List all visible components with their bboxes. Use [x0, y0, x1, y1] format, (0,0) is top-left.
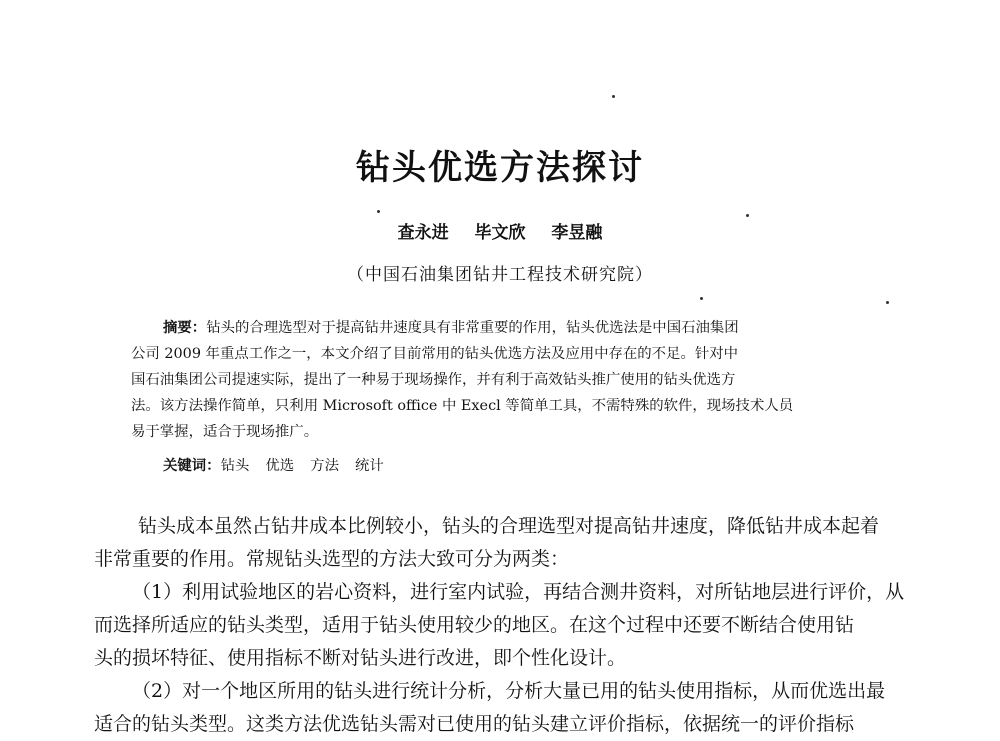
scan-speck [377, 210, 380, 213]
body-line: 钻头成本虽然占钻井成本比例较小，钻头的合理选型对提高钻井速度，降低钻井成本起着 [138, 515, 880, 537]
body-line: 头的损坏特征、使用指标不断对钻头进行改进，即个性化设计。 [94, 647, 627, 669]
body-line: 而选择所适应的钻头类型，适用于钻头使用较少的地区。在这个过程中还要不断结合使用钻 [94, 614, 855, 636]
keyword: 方法 [310, 458, 339, 474]
body-text [94, 510, 924, 741]
abstract-line: 国石油集团公司提速实际，提出了一种易于现场操作，并有利于高效钻头推广使用的钻头优选方 [131, 372, 736, 388]
author-name: 李昱融 [551, 223, 603, 243]
body-line: 非常重要的作用。常规钻头选型的方法大致可分为两类： [94, 548, 570, 570]
author-list [0, 218, 1000, 243]
abstract-label: 摘要： [163, 319, 207, 336]
abstract-line: 法。该方法操作简单，只利用 Microsoft office 中 Execl 等简单工具，不需特殊的软件，现场技术人员 [131, 398, 794, 414]
scan-speck [700, 297, 703, 300]
abstract-text: 钻头的合理选型对于提高钻井速度具有非常重要的作用，钻头优选法是中国石油集团 [206, 320, 739, 336]
author-affiliation: （中国石油集团钻井工程技术研究院） [347, 265, 653, 285]
keywords-block [163, 454, 400, 475]
body-line: （2）对一个地区所用的钻头进行统计分析，分析大量已用的钻头使用指标，从而优选出最 [132, 680, 886, 702]
body-line: （1）利用试验地区的岩心资料，进行室内试验，再结合测井资料，对所钻地层进行评价，从 [132, 581, 905, 603]
abstract-line: 易于掌握，适合于现场推广。 [131, 424, 319, 440]
keywords-label: 关键词： [163, 457, 221, 474]
paper-title: 钻头优选方法探讨 [356, 148, 644, 188]
scan-speck [746, 214, 749, 217]
keyword: 钻头 [220, 458, 250, 474]
abstract-line [131, 315, 866, 341]
scan-speck [886, 301, 889, 304]
author-name: 毕文欣 [474, 223, 526, 243]
abstract-line: 公司 2009 年重点工作之一，本文介绍了目前常用的钻头优选方法及应用中存在的不足。针对中 [131, 346, 739, 362]
scan-speck [612, 95, 615, 98]
body-line: 适合的钻头类型。这类方法优选钻头需对已使用的钻头建立评价指标，依据统一的评价指标 [94, 713, 855, 735]
author-name: 查永进 [397, 223, 449, 243]
keyword: 统计 [354, 458, 384, 474]
abstract-block [131, 315, 866, 445]
keyword: 优选 [265, 458, 295, 474]
